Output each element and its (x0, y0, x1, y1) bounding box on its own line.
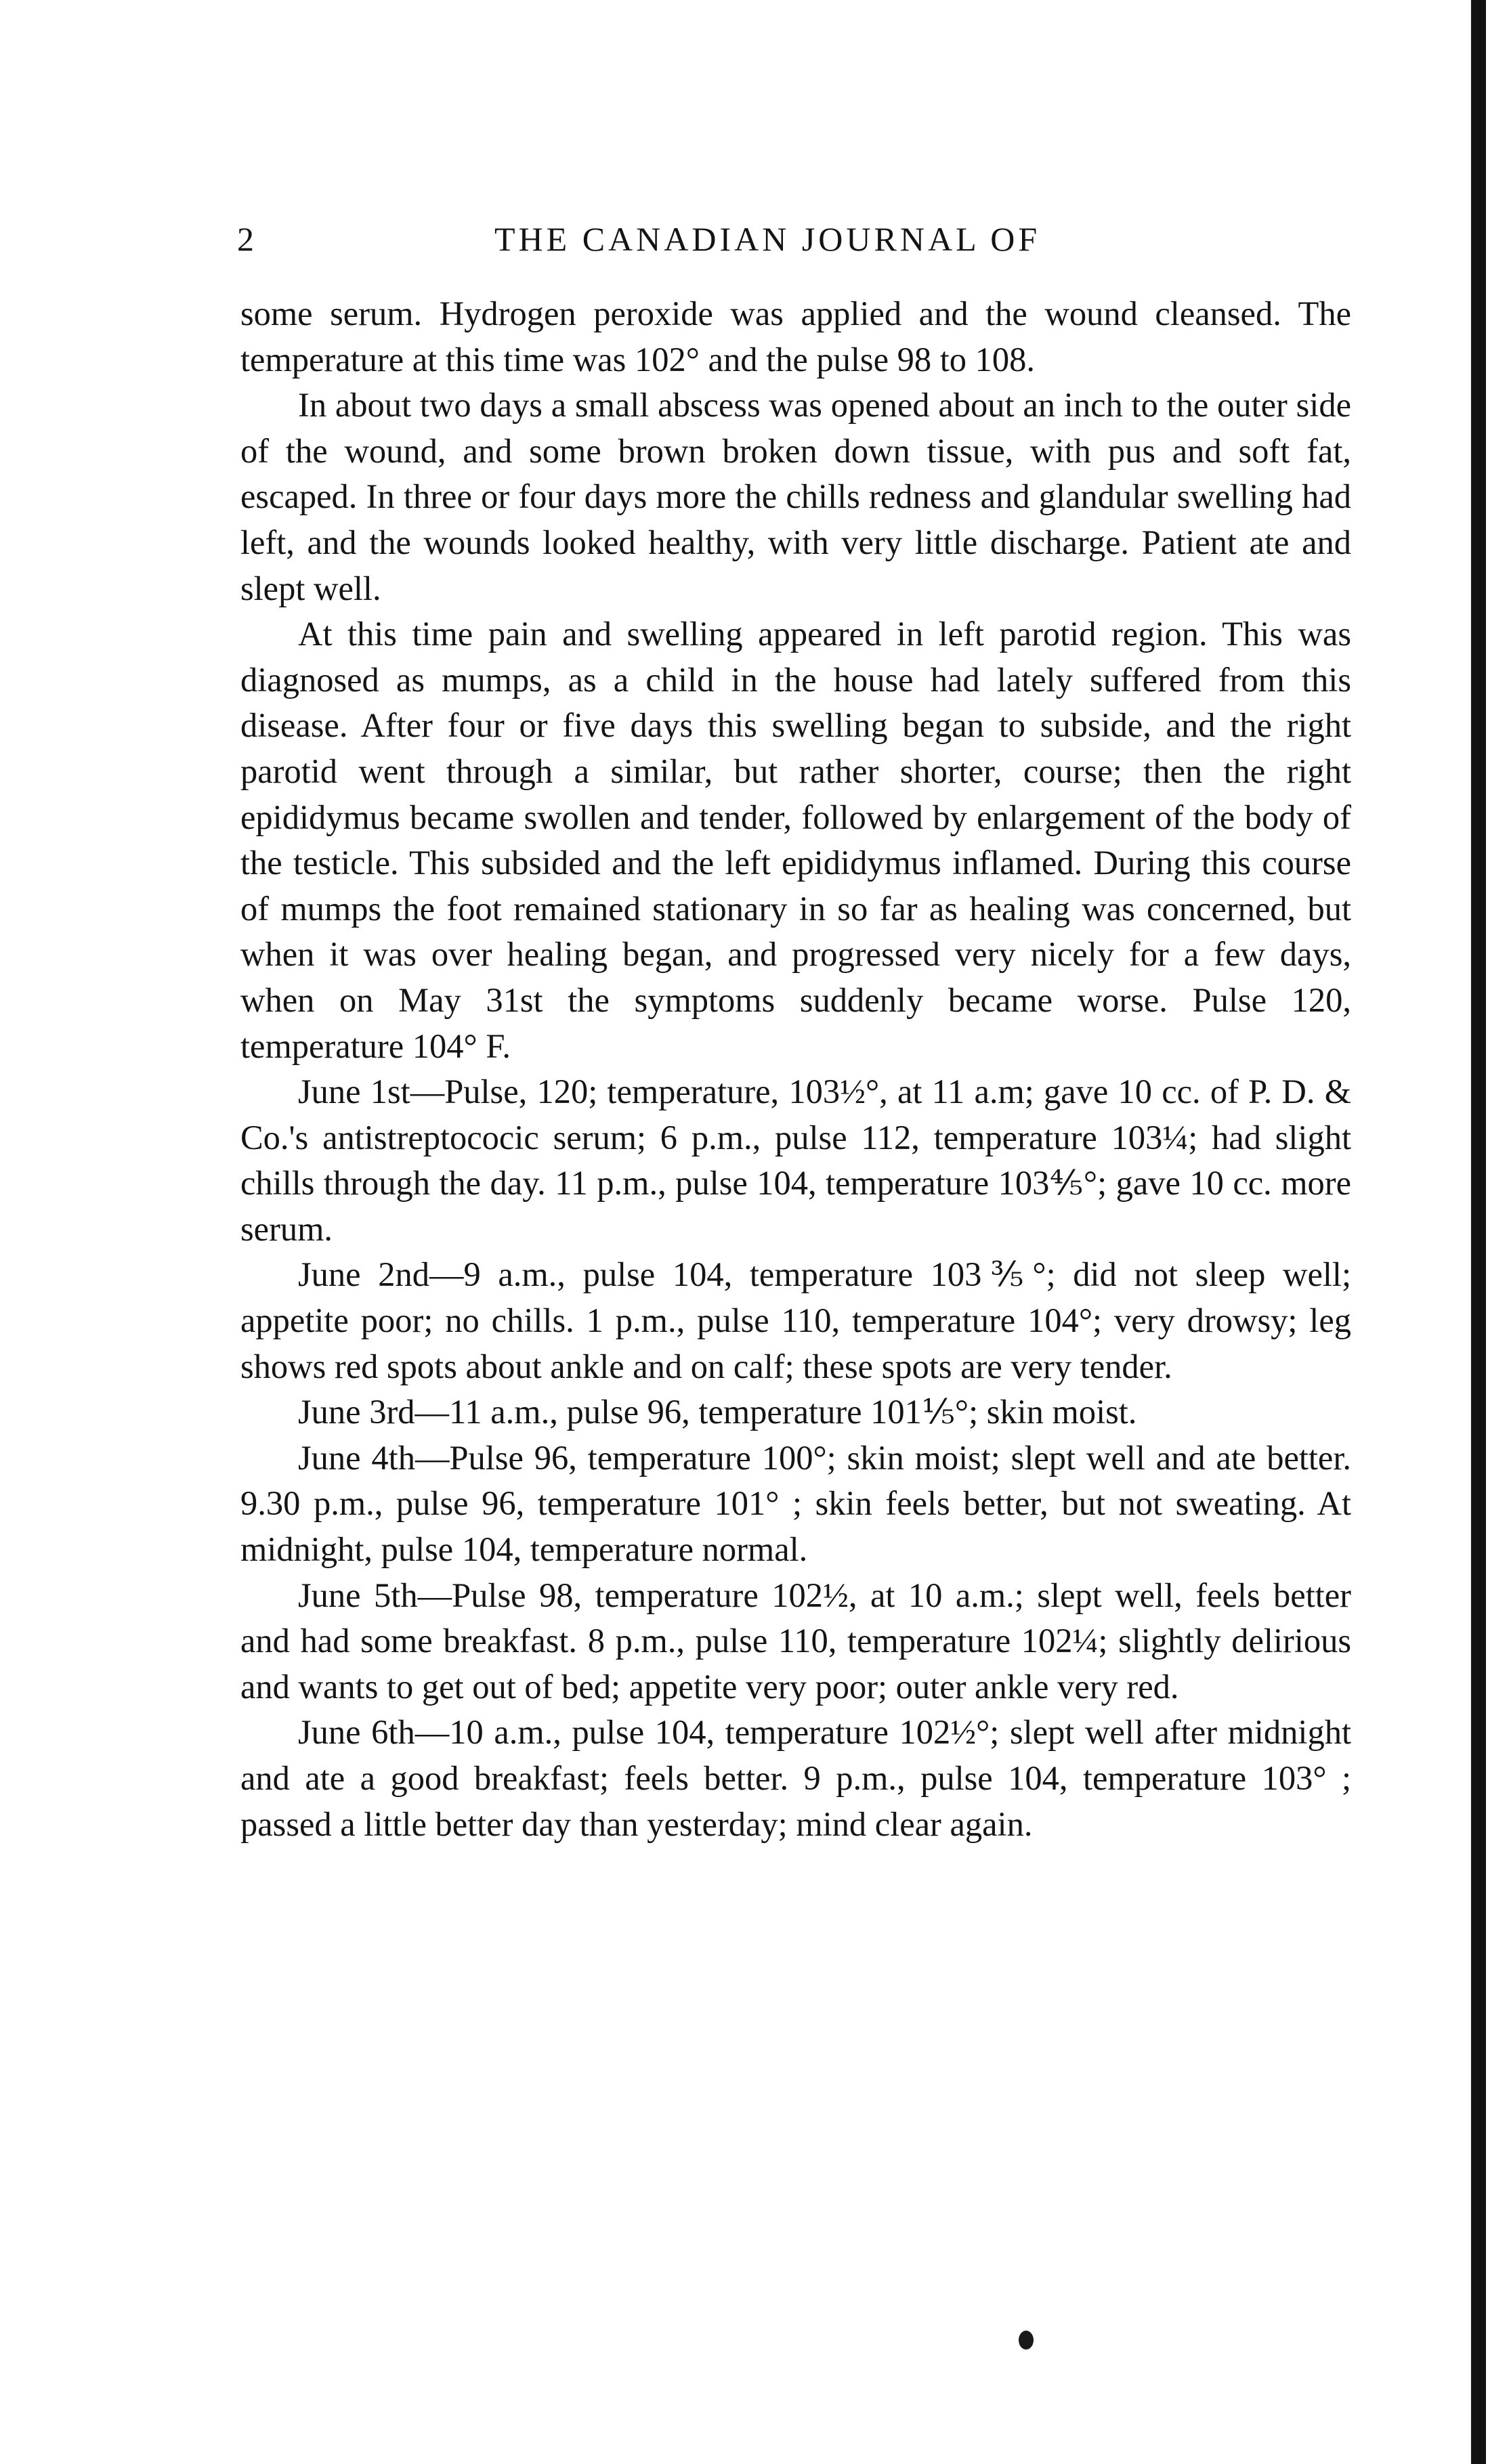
paragraph: June 3rd—11 a.m., pulse 96, temperature 101⅕°; skin moist. (298, 1393, 1137, 1431)
paragraph: June 1st—Pulse, 120; temperature, 103½°, at 11 a.m; gave 10 cc. of P. D. & Co.'s antistreptococic serum; 6 p.m., pulse 112, temperature 103¼; had slight chills through the day. 11 p.m., pulse 104, temperature 103⅘°; gave 10 cc. more serum. (240, 1073, 1351, 1248)
paragraph: June 4th—Pulse 96, temperature 100°; skin moist; slept well and ate better. 9.30 p.m., pulse 96, temperature 101° ; skin feels better, but not sweating. At midnight, pulse 104, temperature normal. (240, 1438, 1351, 1569)
paragraph: In about two days a small abscess was opened about an inch to the outer side of the wound, and some brown broken down tissue, with pus and soft fat, escaped. In three or four days more the chills redness and glandular swelling had left, and the wounds looked healthy, with very little discharge. Patient ate and slept well. (240, 386, 1351, 607)
running-head: THE CANADIAN JOURNAL OF (494, 220, 1041, 258)
paragraph: some serum. Hydrogen peroxide was applied and the wound cleansed. The temperature at this time was 102° and the pulse 98 to 108. (240, 295, 1351, 379)
page-header (237, 215, 1348, 263)
ink-speck (1019, 2331, 1034, 2350)
paragraph: June 2nd—9 a.m., pulse 104, temperature 103⅗°; did not sleep well; appetite poor; no chills. 1 p.m., pulse 110, temperature 104°; very drowsy; leg shows red spots about ankle and on calf; these spots are very tender. (240, 1255, 1351, 1385)
binding-edge (1471, 0, 1486, 2464)
body-text (240, 291, 1351, 1847)
page-number: 2 (237, 220, 254, 258)
paragraph: June 6th—10 a.m., pulse 104, temperature 102½°; slept well after midnight and ate a good breakfast; feels better. 9 p.m., pulse 104, temperature 103° ; passed a little better day than yesterday; mind clear again. (240, 1713, 1351, 1843)
paragraph: June 5th—Pulse 98, temperature 102½, at 10 a.m.; slept well, feels better and had some breakfast. 8 p.m., pulse 110, temperature 102¼; slightly delirious and wants to get out of bed; appetite very poor; outer ankle very red. (240, 1576, 1351, 1706)
paragraph: At this time pain and swelling appeared in left parotid region. This was diagnosed as mumps, as a child in the house had lately suffered from this disease. After four or five days this swelling began to subside, and the right parotid went through a similar, but rather shorter, course; then the right epididymus became swollen and tender, followed by enlargement of the body of the testicle. This subsided and the left epididymus inflamed. During this course of mumps the foot remained stationary in so far as healing was concerned, but when it was over healing began, and progressed very nicely for a few days, when on May 31st the symptoms suddenly became worse. Pulse 120, temperature 104° F. (240, 615, 1351, 1065)
